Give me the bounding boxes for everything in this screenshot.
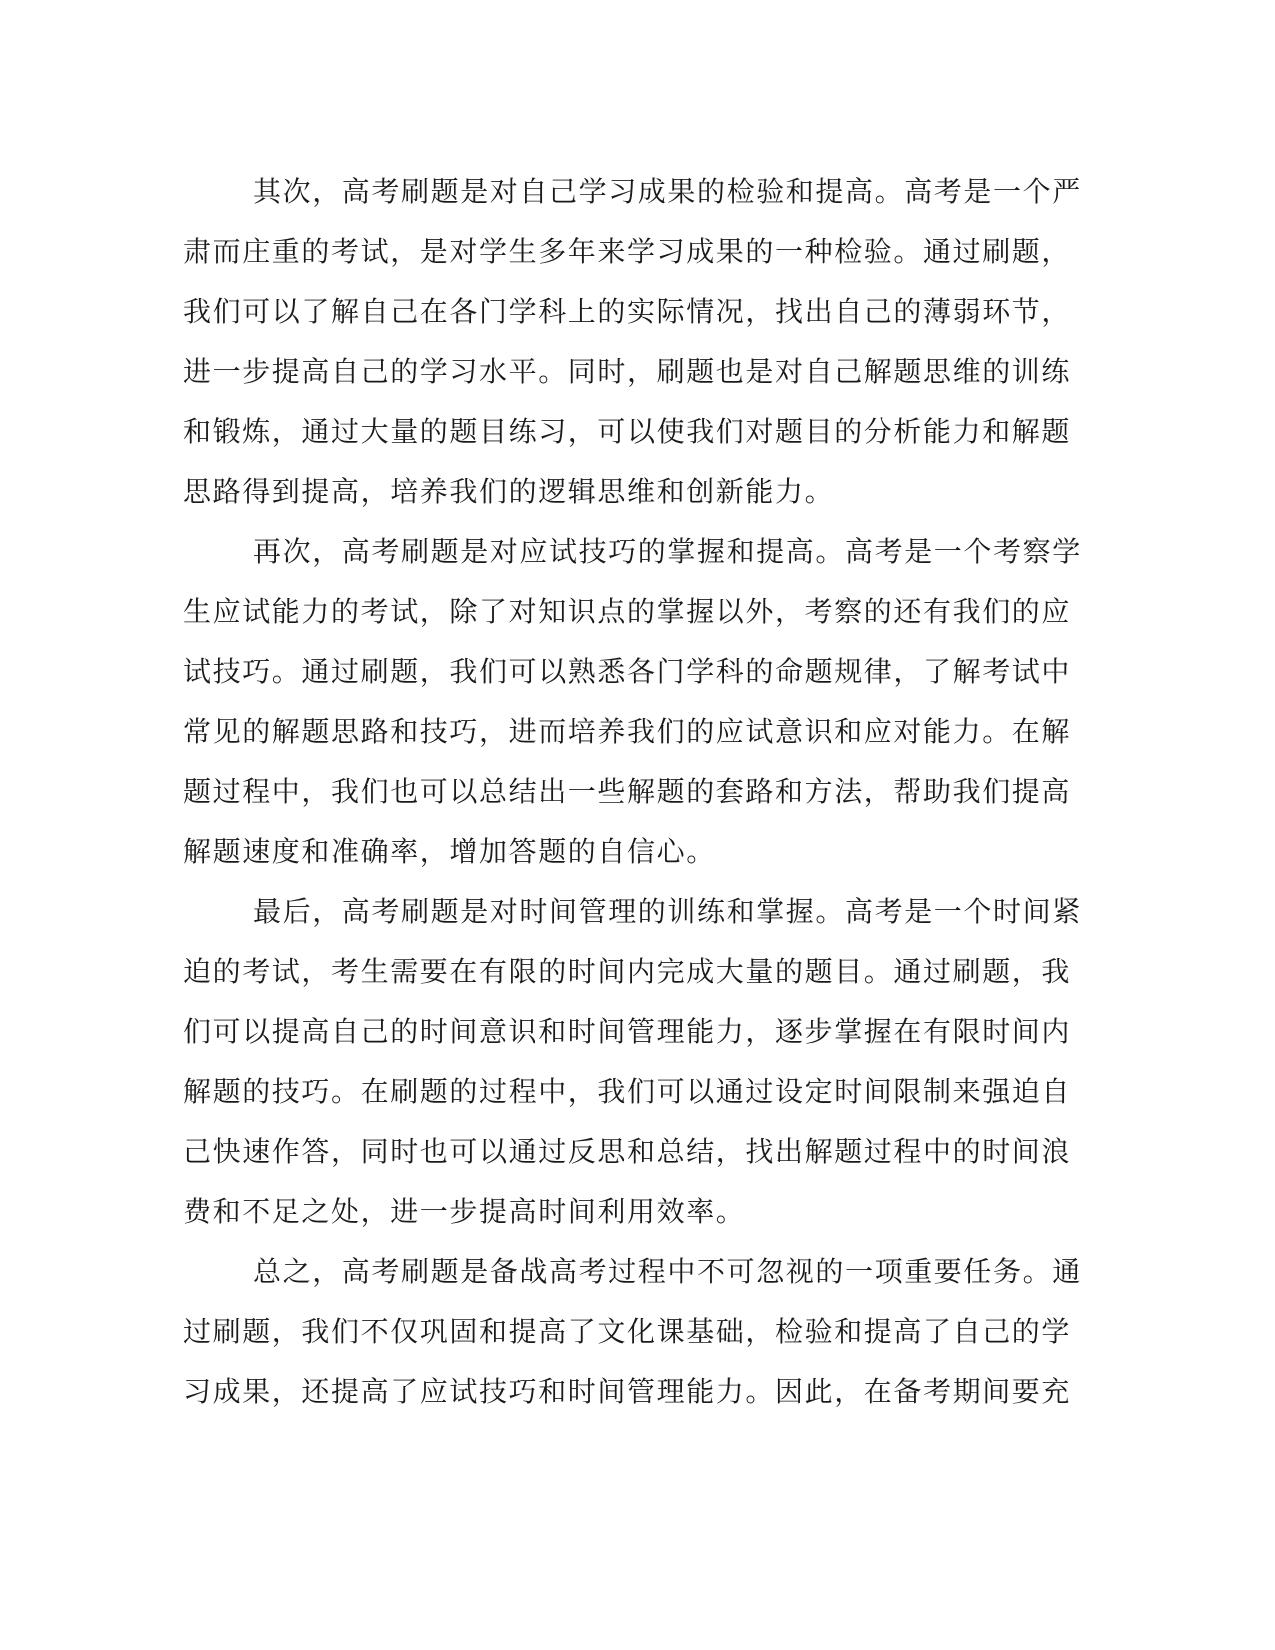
paragraph-line: 费和不足之处，进一步提高时间利用效率。	[183, 1195, 746, 1228]
paragraph-line: 其次，高考刷题是对自己学习成果的检验和提高。高考是一个严	[253, 175, 1082, 208]
paragraph-line: 和锻炼，通过大量的题目练习，可以使我们对题目的分析能力和解题	[183, 415, 1072, 448]
paragraph-line: 生应试能力的考试，除了对知识点的掌握以外，考察的还有我们的应	[183, 595, 1072, 628]
paragraph-line: 肃而庄重的考试，是对学生多年来学习成果的一种检验。通过刷题，	[183, 235, 1072, 268]
paragraph-conclusion	[0, 1242, 1275, 1422]
paragraph-line: 总之，高考刷题是备战高考过程中不可忽视的一项重要任务。通	[253, 1255, 1082, 1288]
paragraph-line: 再次，高考刷题是对应试技巧的掌握和提高。高考是一个考察学	[253, 535, 1082, 568]
paragraph-exam-skills	[0, 522, 1275, 882]
paragraph-line: 迫的考试，考生需要在有限的时间内完成大量的题目。通过刷题，我	[183, 955, 1072, 988]
paragraph-line: 进一步提高自己的学习水平。同时，刷题也是对自己解题思维的训练	[183, 355, 1072, 388]
paragraph-line: 们可以提高自己的时间意识和时间管理能力，逐步掌握在有限时间内	[183, 1015, 1072, 1048]
paragraph-line: 己快速作答，同时也可以通过反思和总结，找出解题过程中的时间浪	[183, 1135, 1072, 1168]
paragraph-line: 常见的解题思路和技巧，进而培养我们的应试意识和应对能力。在解	[183, 715, 1072, 748]
paragraph-line: 我们可以了解自己在各门学科上的实际情况，找出自己的薄弱环节，	[183, 295, 1072, 328]
document-body	[0, 162, 1275, 1422]
paragraph-line: 最后，高考刷题是对时间管理的训练和掌握。高考是一个时间紧	[253, 895, 1082, 928]
paragraph-review-learning-results	[0, 162, 1275, 522]
paragraph-time-management	[0, 882, 1275, 1242]
paragraph-line: 习成果，还提高了应试技巧和时间管理能力。因此，在备考期间要充	[183, 1375, 1072, 1408]
paragraph-line: 过刷题，我们不仅巩固和提高了文化课基础，检验和提高了自己的学	[183, 1315, 1072, 1348]
paragraph-line: 解题速度和准确率，增加答题的自信心。	[183, 835, 716, 868]
paragraph-line: 解题的技巧。在刷题的过程中，我们可以通过设定时间限制来强迫自	[183, 1075, 1072, 1108]
paragraph-line: 试技巧。通过刷题，我们可以熟悉各门学科的命题规律，了解考试中	[183, 655, 1072, 688]
paragraph-line: 题过程中，我们也可以总结出一些解题的套路和方法，帮助我们提高	[183, 775, 1072, 808]
paragraph-line: 思路得到提高，培养我们的逻辑思维和创新能力。	[183, 475, 835, 508]
